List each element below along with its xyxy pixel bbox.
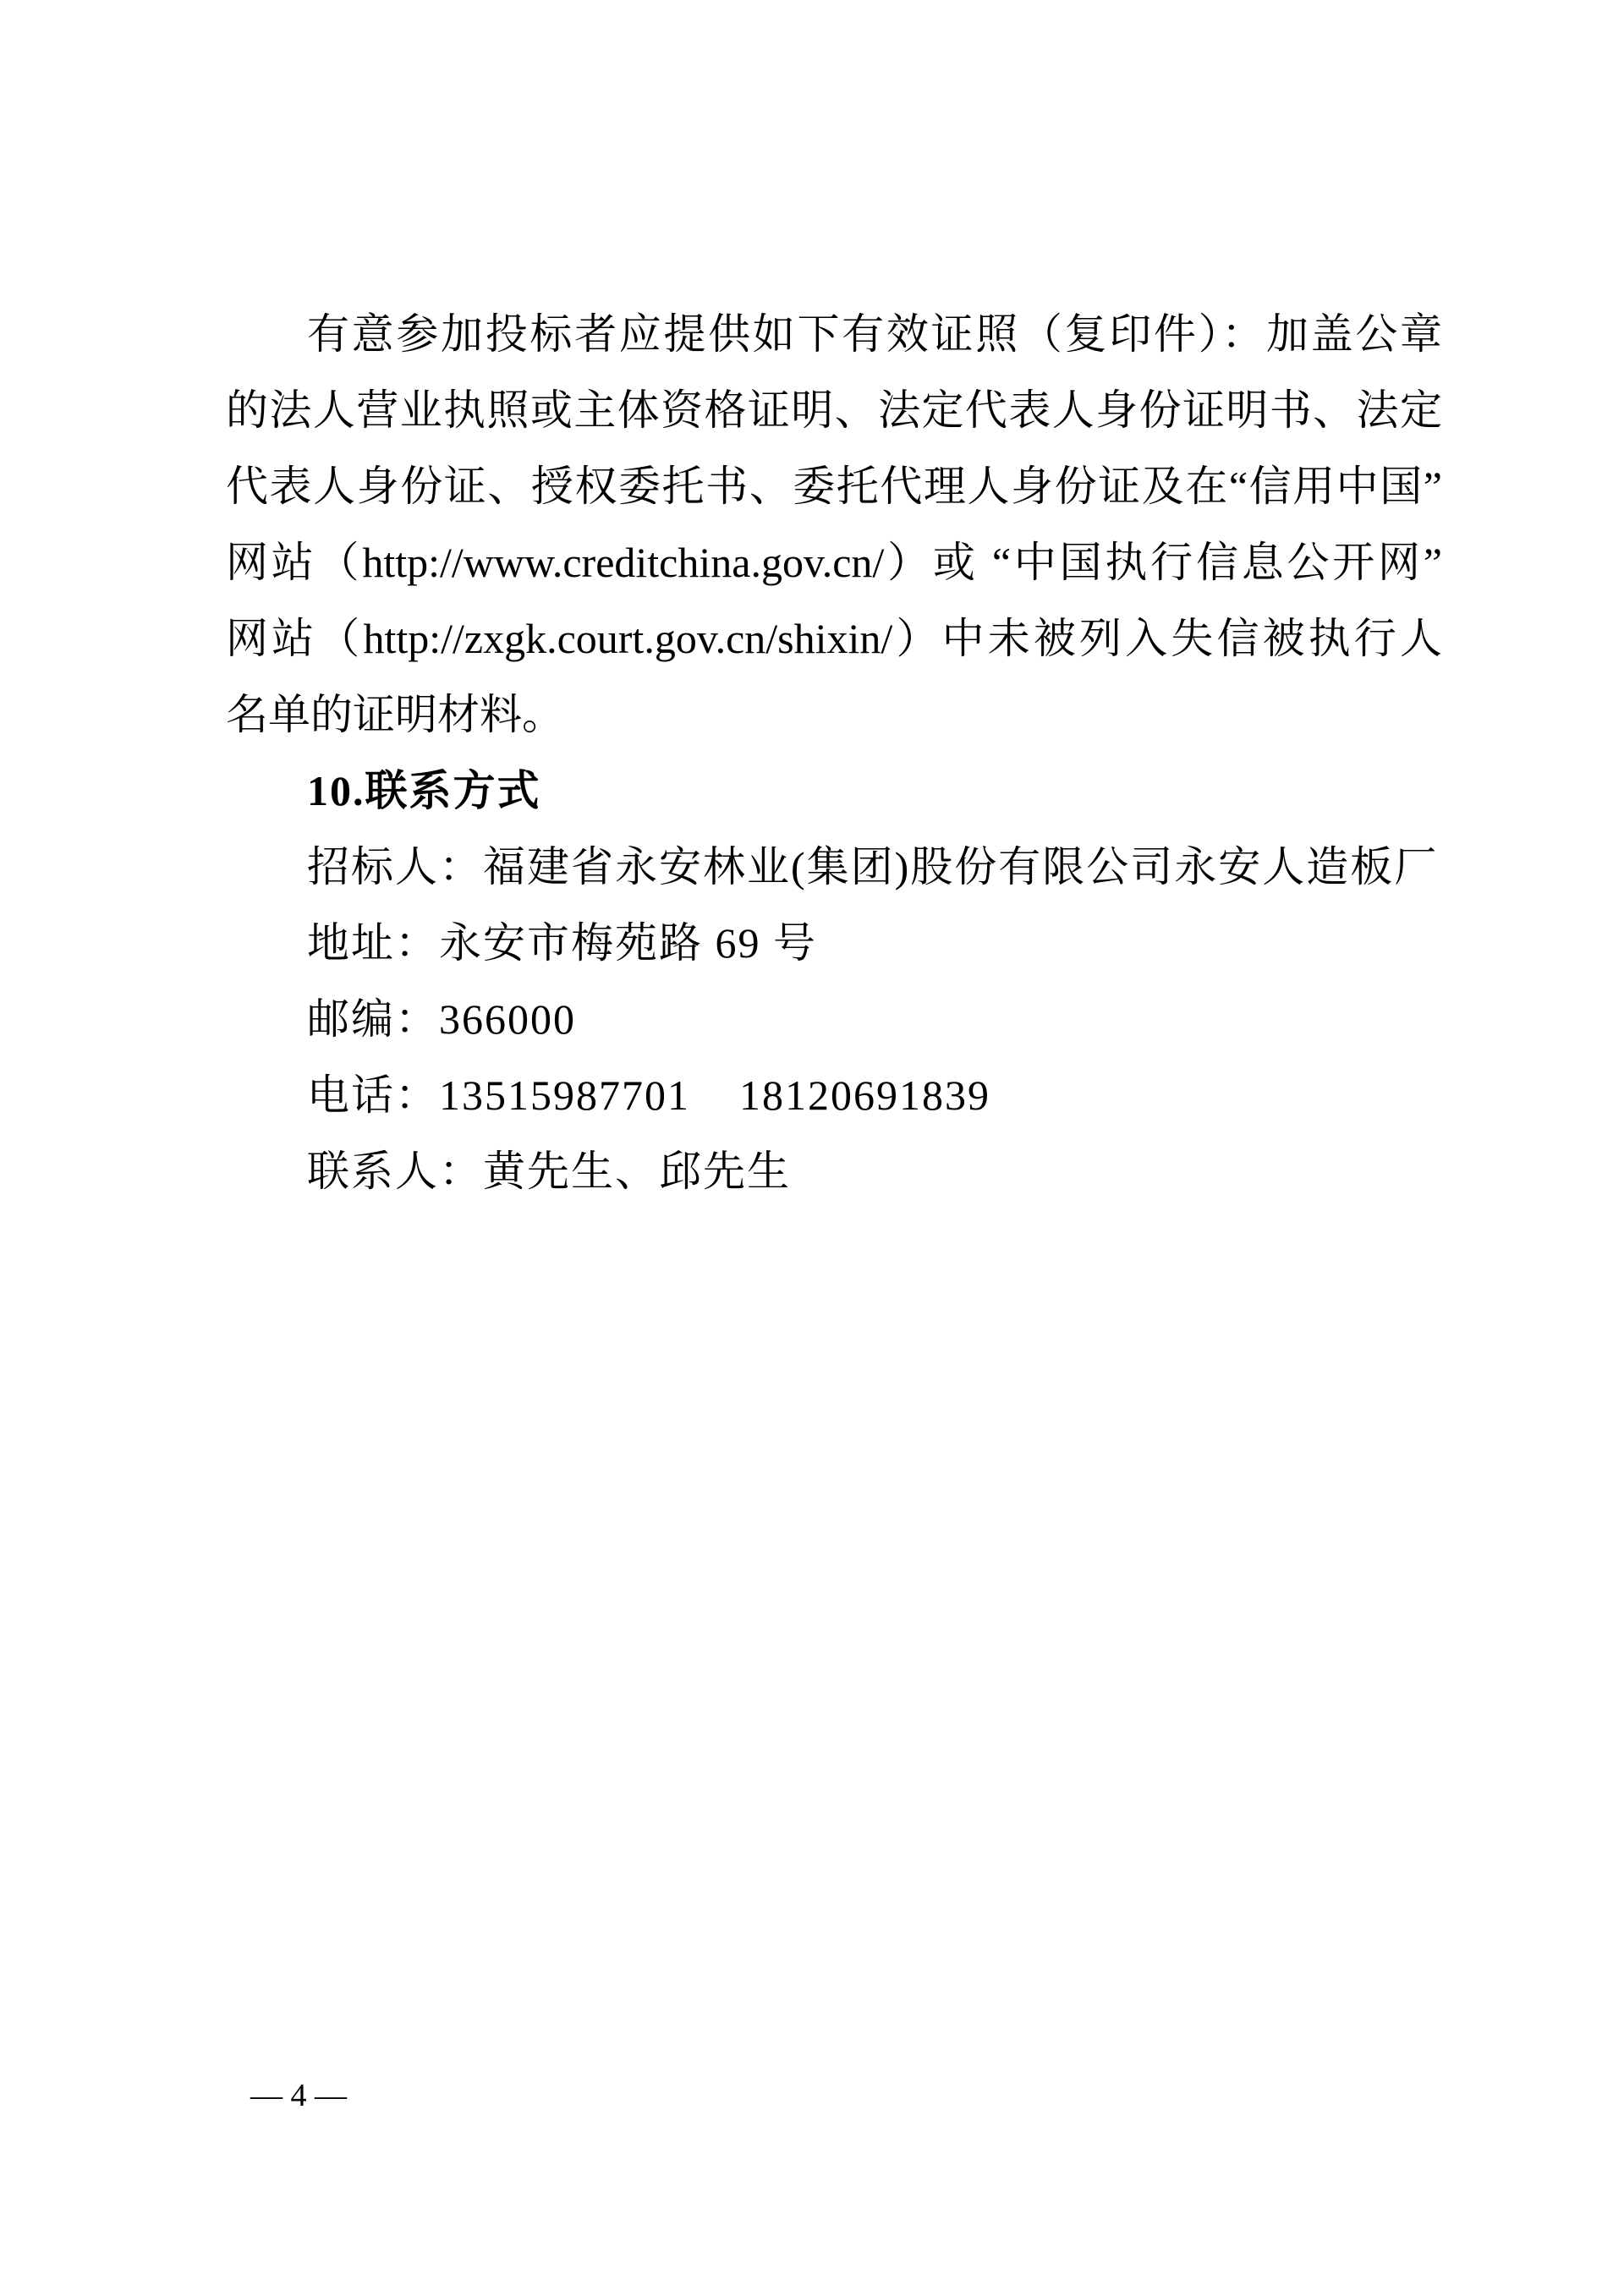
contact-row-postcode	[226, 981, 1442, 1057]
contact-row-tenderer	[226, 829, 1442, 905]
paragraph-line-5-suffix: ）中未被列入失信被执行人	[892, 615, 1443, 662]
contact-value-postcode: 366000	[439, 995, 576, 1043]
contact-row-address	[226, 905, 1442, 981]
contact-label-tenderer: 招标人：	[307, 843, 483, 890]
contact-label-person: 联系人：	[307, 1148, 483, 1195]
creditchina-url: http://www.creditchina.gov.cn/	[362, 539, 885, 586]
paragraph-line-4-suffix: ）或 “中国执行信息公开网”	[884, 539, 1443, 586]
paragraph-line-3: 代表人身份证、授权委托书、委托代理人身份证及在“信用中国”	[226, 463, 1442, 510]
contact-label-phone: 电话：	[307, 1071, 439, 1119]
contact-row-person	[226, 1133, 1442, 1209]
paragraph-line-5-prefix: 网站（	[226, 615, 364, 662]
contact-value-person: 黄先生、邱先生	[483, 1148, 791, 1195]
page-number: — 4 —	[250, 2078, 347, 2113]
paragraph-line-4-prefix: 网站（	[226, 539, 363, 586]
contact-value-phone: 13515987701 18120691839	[439, 1071, 990, 1119]
paragraph-line-6: 名单的证明材料。	[226, 691, 564, 738]
contact-label-postcode: 邮编：	[307, 995, 439, 1043]
contact-label-address: 地址：	[307, 919, 439, 967]
paragraph-line-2: 的法人营业执照或主体资格证明、法定代表人身份证明书、法定	[226, 386, 1442, 434]
contact-value-address: 永安市梅苑路 69 号	[439, 919, 817, 967]
contact-value-tenderer: 福建省永安林业(集团)股份有限公司永安人造板厂	[483, 843, 1439, 890]
contact-row-phone	[226, 1057, 1442, 1133]
zxgk-court-url: http://zxgk.court.gov.cn/shixin/	[363, 615, 893, 662]
section-heading-contact: 10.联系方式	[307, 767, 541, 814]
paragraph-line-1: 有意参加投标者应提供如下有效证照（复印件）：加盖公章	[307, 310, 1442, 358]
paragraph-line-4	[226, 524, 1442, 600]
document-body	[226, 296, 1442, 1209]
paragraph-line-5	[226, 600, 1442, 677]
